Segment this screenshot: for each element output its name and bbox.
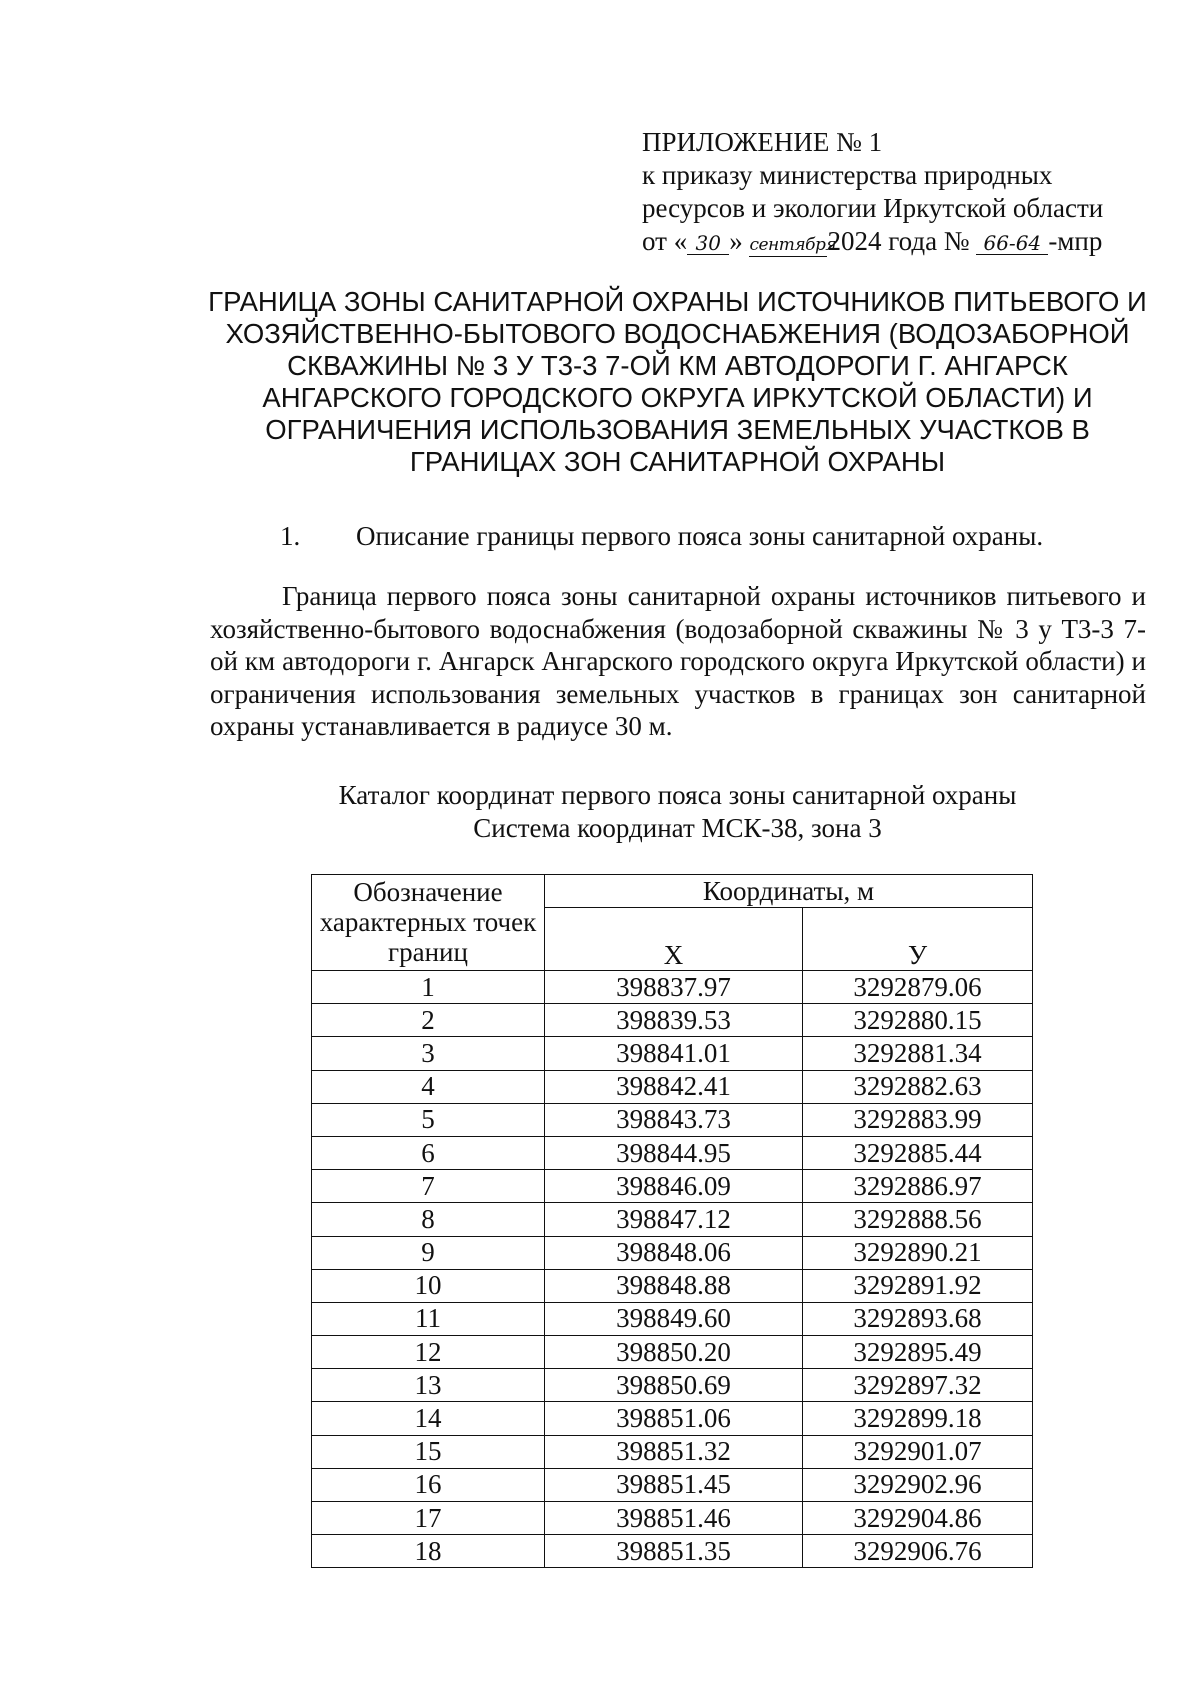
cell-point: 12 <box>312 1336 545 1369</box>
cell-point: 7 <box>312 1170 545 1203</box>
table-row <box>312 1435 1033 1468</box>
cell-y: 3292897.32 <box>803 1369 1033 1402</box>
body-paragraph: Граница первого пояса зоны санитарной охраны источников питьевого и хозяйственно-бытового водоснабжения (водозаборной скважины № 3 у Т3-3 7-ой км автодороги г. Ангарск Ангарского городского округа Иркутской области) и ограничения использования земельных участков в границах зон санитарной охраны устанавливается в радиусе 30 м. <box>210 581 1146 741</box>
cell-x: 398844.95 <box>545 1136 803 1169</box>
cell-point: 6 <box>312 1136 545 1169</box>
cell-y: 3292888.56 <box>803 1203 1033 1236</box>
cell-x: 398842.41 <box>545 1070 803 1103</box>
cell-x: 398851.45 <box>545 1468 803 1501</box>
table-row <box>312 1468 1033 1501</box>
table-row <box>312 1004 1033 1037</box>
table-row <box>312 971 1033 1004</box>
header-x: X <box>545 908 803 971</box>
cell-y: 3292890.21 <box>803 1236 1033 1269</box>
handwritten-order-number: 66-64 <box>976 232 1048 255</box>
cell-x: 398848.88 <box>545 1269 803 1302</box>
appendix-line: ресурсов и экологии Иркутской области <box>642 193 1104 223</box>
cell-x: 398837.97 <box>545 971 803 1004</box>
cell-x: 398848.06 <box>545 1236 803 1269</box>
header-coordinates: Координаты, м <box>545 875 1033 908</box>
cell-y: 3292880.15 <box>803 1004 1033 1037</box>
cell-x: 398849.60 <box>545 1302 803 1335</box>
cell-point: 16 <box>312 1468 545 1501</box>
cell-point: 17 <box>312 1502 545 1535</box>
cell-point: 18 <box>312 1535 545 1568</box>
cell-y: 3292902.96 <box>803 1468 1033 1501</box>
cell-point: 1 <box>312 971 545 1004</box>
cell-y: 3292883.99 <box>803 1103 1033 1136</box>
cell-point: 3 <box>312 1037 545 1070</box>
document-title: ГРАНИЦА ЗОНЫ САНИТАРНОЙ ОХРАНЫ ИСТОЧНИКОВ ПИТЬЕВОГО И ХОЗЯЙСТВЕННО-БЫТОВОГО ВОДОСНАБЖЕНИЯ (ВОДОЗАБОРНОЙ СКВАЖИНЫ № 3 У Т3-3 7-ОЙ КМ АВТОДОРОГИ Г. АНГАРСК АНГАРСКОГО ГОРОДСКОГО ОКРУГА ИРКУТСКОЙ ОБЛАСТИ) И ОГРАНИЧЕНИЯ ИСПОЛЬЗОВАНИЯ ЗЕМЕЛЬНЫХ УЧАСТКОВ В ГРАНИЦАХ ЗОН САНИТАРНОЙ ОХРАНЫ <box>208 286 1147 477</box>
table-row <box>312 1502 1033 1535</box>
caption-line-2: Система координат МСК-38, зона 3 <box>473 813 882 843</box>
caption-line-1: Каталог координат первого пояса зоны санитарной охраны <box>338 780 1017 810</box>
cell-y: 3292893.68 <box>803 1302 1033 1335</box>
cell-point: 13 <box>312 1369 545 1402</box>
handwritten-day: 30 <box>687 232 729 255</box>
cell-point: 4 <box>312 1070 545 1103</box>
cell-point: 5 <box>312 1103 545 1136</box>
header-point-designation: Обозначение характерных точек границ <box>312 875 545 971</box>
cell-y: 3292895.49 <box>803 1336 1033 1369</box>
cell-point: 9 <box>312 1236 545 1269</box>
cell-x: 398851.32 <box>545 1435 803 1468</box>
cell-y: 3292885.44 <box>803 1136 1033 1169</box>
table-body <box>312 971 1033 1568</box>
cell-x: 398839.53 <box>545 1004 803 1037</box>
table-row <box>312 1070 1033 1103</box>
cell-point: 10 <box>312 1269 545 1302</box>
cell-y: 3292881.34 <box>803 1037 1033 1070</box>
table-row <box>312 1103 1033 1136</box>
date-year: 2024 года № <box>827 226 970 256</box>
date-mid: » <box>729 226 743 256</box>
cell-x: 398851.46 <box>545 1502 803 1535</box>
cell-y: 3292901.07 <box>803 1435 1033 1468</box>
cell-point: 11 <box>312 1302 545 1335</box>
section-number: 1. <box>280 521 301 551</box>
table-row <box>312 1269 1033 1302</box>
table-caption <box>200 779 1155 845</box>
header-y: У <box>803 908 1033 971</box>
table-row <box>312 1336 1033 1369</box>
cell-point: 2 <box>312 1004 545 1037</box>
appendix-line: к приказу министерства природных <box>642 160 1053 190</box>
section-heading-text: Описание границы первого пояса зоны санитарной охраны. <box>356 521 1044 551</box>
coordinates-table <box>311 874 1033 1568</box>
cell-x: 398850.20 <box>545 1336 803 1369</box>
cell-x: 398850.69 <box>545 1369 803 1402</box>
date-prefix: от « <box>642 226 688 256</box>
cell-y: 3292891.92 <box>803 1269 1033 1302</box>
cell-y: 3292886.97 <box>803 1170 1033 1203</box>
appendix-date-line <box>642 225 1162 258</box>
table-row <box>312 1535 1033 1568</box>
table-row <box>312 1402 1033 1435</box>
cell-x: 398846.09 <box>545 1170 803 1203</box>
cell-x: 398851.35 <box>545 1535 803 1568</box>
cell-y: 3292882.63 <box>803 1070 1033 1103</box>
cell-x: 398847.12 <box>545 1203 803 1236</box>
cell-y: 3292904.86 <box>803 1502 1033 1535</box>
table-row <box>312 1236 1033 1269</box>
cell-point: 14 <box>312 1402 545 1435</box>
appendix-title: ПРИЛОЖЕНИЕ № 1 <box>642 127 883 157</box>
cell-point: 15 <box>312 1435 545 1468</box>
handwritten-month: сентября <box>749 235 837 255</box>
cell-y: 3292906.76 <box>803 1535 1033 1568</box>
cell-y: 3292879.06 <box>803 971 1033 1004</box>
cell-x: 398841.01 <box>545 1037 803 1070</box>
table-row <box>312 1037 1033 1070</box>
cell-x: 398851.06 <box>545 1402 803 1435</box>
table-row <box>312 1302 1033 1335</box>
cell-point: 8 <box>312 1203 545 1236</box>
table-row <box>312 1136 1033 1169</box>
table-row <box>312 1369 1033 1402</box>
cell-y: 3292899.18 <box>803 1402 1033 1435</box>
section-heading <box>280 520 1160 553</box>
table-row <box>312 1170 1033 1203</box>
order-suffix: -мпр <box>1048 226 1103 256</box>
cell-x: 398843.73 <box>545 1103 803 1136</box>
appendix-block <box>642 126 1162 258</box>
table-row <box>312 1203 1033 1236</box>
